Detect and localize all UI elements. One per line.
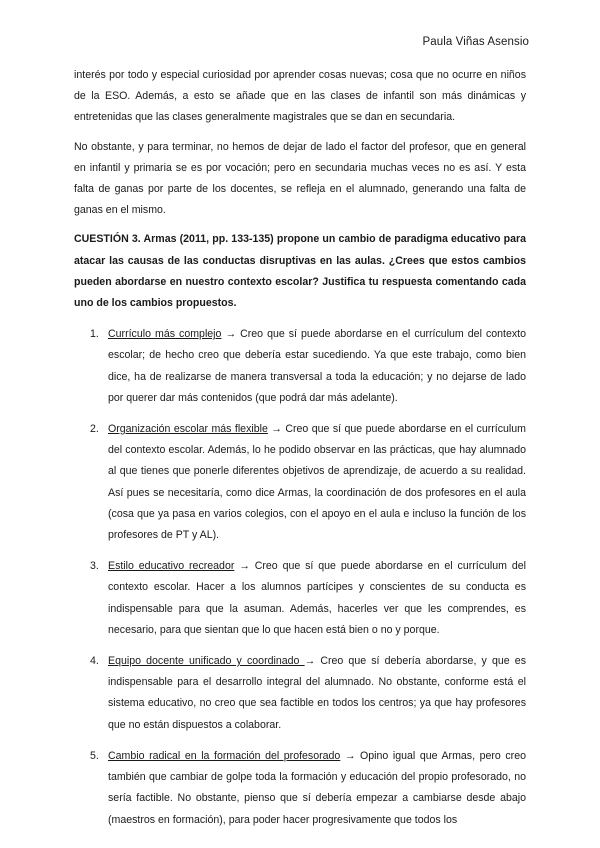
list-item bbox=[74, 746, 526, 831]
list-number: 1. bbox=[90, 328, 99, 341]
list-number: 3. bbox=[90, 560, 99, 573]
document-body bbox=[74, 65, 526, 841]
list-term: Cambio radical en la formación del profesorado bbox=[108, 749, 341, 762]
list-text: → Creo que sí debería abordarse, y que es indispensable para el desarrollo integral del alumnado. No obstante, conforme está el sistema educativo, no creo que sea factible en todos los centros; ya que hay profesores que no están dispuestos a colaborar. bbox=[108, 655, 526, 731]
list-text: → Creo que sí puede abordarse en el currículum del contexto escolar; de hecho creo que debería estar sucediendo. Ya que este trabajo, como bien dice, ha de realizarse de manera transversal a toda la educación; y no dejarse de lado por querer dar más contenidos (que podrá dar más adelante). bbox=[108, 328, 526, 404]
list-item bbox=[74, 324, 526, 409]
page-header-author: Paula Viñas Asensio bbox=[422, 36, 529, 48]
list-item bbox=[74, 556, 526, 641]
list-item bbox=[74, 651, 526, 736]
list-item bbox=[74, 419, 526, 546]
list-term: Equipo docente unificado y coordinado bbox=[108, 655, 305, 668]
question-heading: CUESTIÓN 3. Armas (2011, pp. 133-135) propone un cambio de paradigma educativo para atacar las causas de las conductas disruptivas en las aulas. ¿Crees que estos cambios pueden abordarse en nuestro contexto escolar? Justifica tu respuesta comentando cada uno de los cambios propuestos. bbox=[74, 233, 526, 310]
paragraph: interés por todo y especial curiosidad por aprender cosas nuevas; cosa que no ocurre en niños de la ESO. Además, a esto se añade que en las clases de infantil son más dinámicas y entretenidas que las clases generalmente magistrales que se dan en secundaria. bbox=[74, 69, 526, 124]
list-number: 5. bbox=[90, 749, 99, 762]
list-number: 2. bbox=[90, 423, 99, 436]
list-text: → Creo que sí que puede abordarse en el currículum del contexto escolar. Hacer a los alumnos partícipes y conscientes de su conducta es indispensable para que la asuman. Además, hacerles ver que les comprendes, es necesario, para que sientan que lo que hacen está bien o no y porque. bbox=[108, 560, 527, 636]
list-term: Currículo más complejo bbox=[108, 328, 222, 341]
list-term: Organización escolar más flexible bbox=[108, 423, 268, 436]
paragraph: No obstante, y para terminar, no hemos de dejar de lado el factor del profesor, que en general en infantil y primaria se es por vocación; pero en secundaria muchas veces no es así. Y esta falta de ganas por parte de los docentes, se refleja en el alumnado, generando una falta de ganas en el mismo. bbox=[74, 140, 526, 217]
list-number: 4. bbox=[90, 655, 99, 668]
list-text: → Creo que sí que puede abordarse en el currículum del contexto escolar. Además, lo he podido observar en las prácticas, que hay alumnado al que tienes que ponerle diferentes objetivos de aprendizaje, de acuerdo a su realidad. Así pues se necesitaría, como dice Armas, la coordinación de dos profesores en el aula (cosa que ya pasa en varios colegios, con el apoyo en el aula e incluso la función de los profesores de PT y AL). bbox=[108, 423, 527, 542]
changes-list bbox=[74, 324, 526, 830]
list-term: Estilo educativo recreador bbox=[108, 560, 235, 573]
list-text: → Opino igual que Armas, pero creo también que cambiar de golpe toda la formación y educación del propio profesorado, no sería factible. No obstante, pienso que sí debería empezar a cambiarse desde abajo (maestros en formación), para poder hacer progresivamente que todos los bbox=[108, 749, 526, 826]
